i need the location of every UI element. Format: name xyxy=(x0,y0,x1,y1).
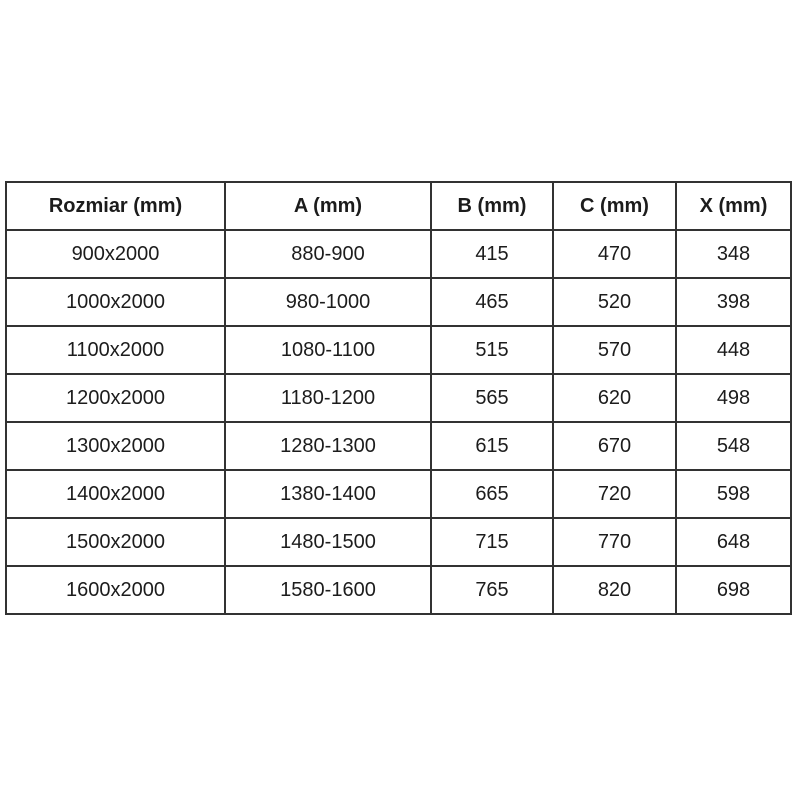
table-cell: 398 xyxy=(676,278,791,326)
table-cell: 1580-1600 xyxy=(225,566,431,614)
column-header-rozmiar: Rozmiar (mm) xyxy=(6,182,225,230)
table-cell: 415 xyxy=(431,230,553,278)
table-header-row xyxy=(6,182,791,230)
table-cell: 720 xyxy=(553,470,676,518)
column-header-b: B (mm) xyxy=(431,182,553,230)
table-cell: 515 xyxy=(431,326,553,374)
table-cell: 648 xyxy=(676,518,791,566)
column-header-a: A (mm) xyxy=(225,182,431,230)
column-header-x: X (mm) xyxy=(676,182,791,230)
table-cell: 570 xyxy=(553,326,676,374)
table-cell: 1180-1200 xyxy=(225,374,431,422)
table-cell: 1600x2000 xyxy=(6,566,225,614)
table-cell: 1380-1400 xyxy=(225,470,431,518)
table-cell: 548 xyxy=(676,422,791,470)
table-cell: 1000x2000 xyxy=(6,278,225,326)
table-cell: 770 xyxy=(553,518,676,566)
table-row xyxy=(6,278,791,326)
table-cell: 1200x2000 xyxy=(6,374,225,422)
table-cell: 665 xyxy=(431,470,553,518)
table-cell: 980-1000 xyxy=(225,278,431,326)
table-cell: 470 xyxy=(553,230,676,278)
table-body xyxy=(6,230,791,614)
table-cell: 698 xyxy=(676,566,791,614)
table-cell: 1280-1300 xyxy=(225,422,431,470)
size-specification-table xyxy=(5,181,792,615)
table-cell: 448 xyxy=(676,326,791,374)
table-cell: 465 xyxy=(431,278,553,326)
table-cell: 765 xyxy=(431,566,553,614)
table-cell: 615 xyxy=(431,422,553,470)
table-cell: 1480-1500 xyxy=(225,518,431,566)
table-row xyxy=(6,470,791,518)
table-row xyxy=(6,182,791,230)
table-cell: 520 xyxy=(553,278,676,326)
column-header-c: C (mm) xyxy=(553,182,676,230)
table-row xyxy=(6,566,791,614)
table-cell: 498 xyxy=(676,374,791,422)
table-cell: 900x2000 xyxy=(6,230,225,278)
table-cell: 1300x2000 xyxy=(6,422,225,470)
table-cell: 1100x2000 xyxy=(6,326,225,374)
table-row xyxy=(6,422,791,470)
table-cell: 1500x2000 xyxy=(6,518,225,566)
table-row xyxy=(6,326,791,374)
table-cell: 715 xyxy=(431,518,553,566)
table-cell: 598 xyxy=(676,470,791,518)
table-cell: 620 xyxy=(553,374,676,422)
table-cell: 880-900 xyxy=(225,230,431,278)
table-cell: 820 xyxy=(553,566,676,614)
table-row xyxy=(6,374,791,422)
table-row xyxy=(6,518,791,566)
table-cell: 348 xyxy=(676,230,791,278)
table-cell: 1080-1100 xyxy=(225,326,431,374)
table-row xyxy=(6,230,791,278)
table-cell: 670 xyxy=(553,422,676,470)
table-cell: 1400x2000 xyxy=(6,470,225,518)
table-cell: 565 xyxy=(431,374,553,422)
